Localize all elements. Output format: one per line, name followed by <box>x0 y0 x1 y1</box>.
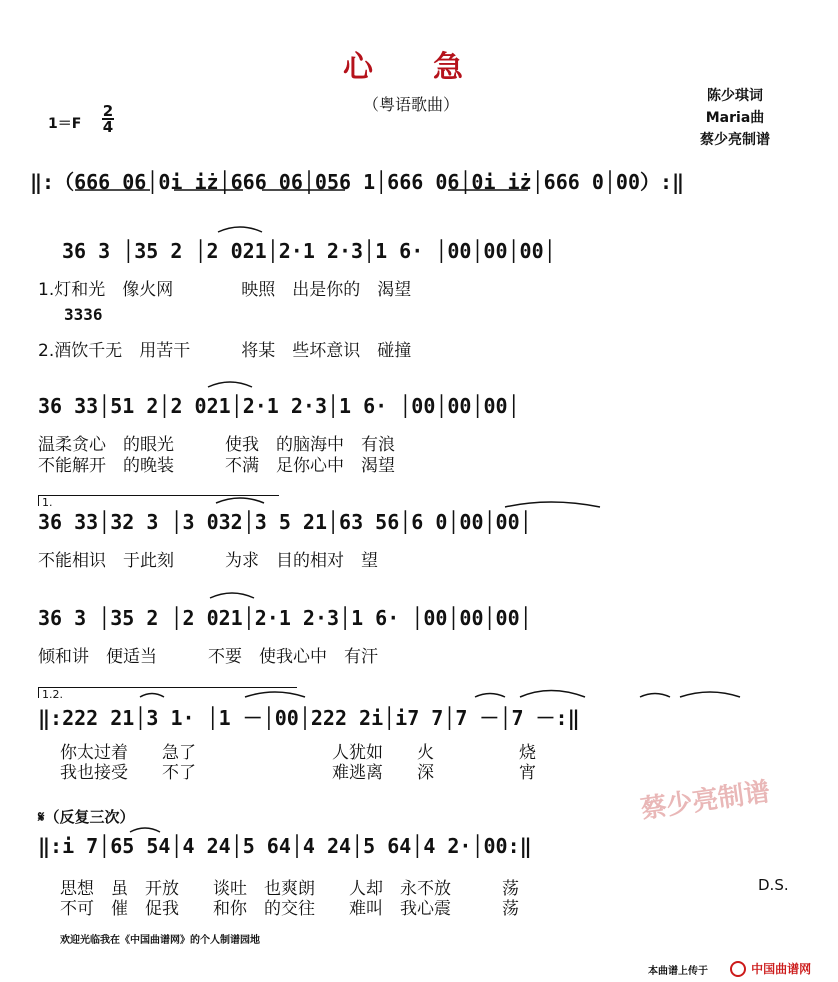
score-line-3-notes: 36 33│51 2│2 021│2·1 2·3│1 6· │00│00│00│ <box>38 394 520 418</box>
slur-mark <box>505 502 600 507</box>
score-line-3-lyrics-verse-1: 温柔贪心 的眼光 使我 的脑海中 有浪 <box>38 435 395 455</box>
score-line-7-notes: ‖:i 7│65 54│4 24│5 64│4 24│5 64│4 2·│00:‖ <box>38 834 532 858</box>
segno-instruction: 𝄋（反复三次） <box>38 808 135 826</box>
slur-mark <box>210 593 254 598</box>
score-line-6-notes: ‖:222 21│3 1· │1 －│00│222 2i│i7 7│7 －│7 －:‖ <box>38 706 580 730</box>
score-line-5-lyrics: 倾和讲 便适当 不要 使我心中 有汗 <box>38 647 378 667</box>
dal-segno-mark: D.S. <box>758 876 789 894</box>
score-line-6-lyrics-verse-2: 我也接受 不了 难逃离 深 宵 <box>60 763 536 783</box>
slur-mark <box>680 692 740 697</box>
repeat-ending-label: 1.2. <box>42 688 63 701</box>
slur-mark <box>218 227 262 232</box>
slur-mark <box>520 691 585 698</box>
slur-mark <box>475 694 505 698</box>
score-line-2-lyrics-verse-1: 1.灯和光 像火网 映照 出是你的 渴望 <box>38 280 412 300</box>
slur-mark <box>640 694 670 698</box>
slur-mark <box>208 382 252 387</box>
score-line-4-notes: 36 33│32 3 │3 032│3 5 21│63 56│6 0│00│00│ <box>38 510 532 534</box>
score-line-1-notes: ‖:（666 06│0i iż│666 06│056 1│666 06│0i iż│666 0│00）:‖ <box>30 170 685 194</box>
first-ending-label: 1. <box>42 496 53 509</box>
arranger: 蔡少亮制谱 <box>700 132 770 148</box>
watermark: 蔡少亮制谱 <box>638 777 772 825</box>
score-line-2-alt-notes: 3336 <box>64 305 103 324</box>
slur-mark <box>140 694 164 698</box>
composer: Maria曲 <box>705 110 765 126</box>
footer-note: 欢迎光临我在《中国曲谱网》的个人制谱园地 <box>60 935 260 946</box>
logo-icon <box>730 961 746 977</box>
site-logo <box>730 958 811 977</box>
footer-upload-note: 本曲谱上传于 <box>648 966 708 977</box>
score-line-7-lyrics-verse-1: 思想 虽 开放 谈吐 也爽朗 人却 永不放 荡 <box>60 879 519 899</box>
slur-mark <box>216 498 264 503</box>
song-title: 心 急 <box>343 50 463 85</box>
score-line-5-notes: 36 3 │35 2 │2 021│2·1 2·3│1 6· │00│00│00│ <box>38 606 532 630</box>
score-line-4-lyrics: 不能相识 于此刻 为求 目的相对 望 <box>38 551 378 571</box>
site-logo-text: 中国曲谱网 <box>751 962 812 976</box>
song-subtitle: （粤语歌曲） <box>363 95 460 114</box>
score-line-7-lyrics-verse-2: 不可 催 促我 和你 的交往 难叫 我心震 荡 <box>60 899 519 919</box>
score-line-3-lyrics-verse-2: 不能解开 的晚装 不满 足你心中 渴望 <box>38 456 395 476</box>
score-line-6-lyrics-verse-1: 你太过着 急了 人犹如 火 烧 <box>60 743 536 763</box>
time-signature-bottom: 4 <box>102 118 114 136</box>
score-line-2-notes: 36 3 │35 2 │2 021│2·1 2·3│1 6· │00│00│00│ <box>62 239 556 263</box>
time-signature-top: 2 <box>102 102 114 120</box>
score-line-2-lyrics-verse-2: 2.酒饮千无 用苦干 将某 些坏意识 碰撞 <box>38 341 412 361</box>
key-signature: 1＝F <box>48 116 82 132</box>
slur-mark <box>130 828 160 832</box>
lyricist: 陈少琪词 <box>707 88 763 104</box>
slur-mark <box>245 692 305 697</box>
